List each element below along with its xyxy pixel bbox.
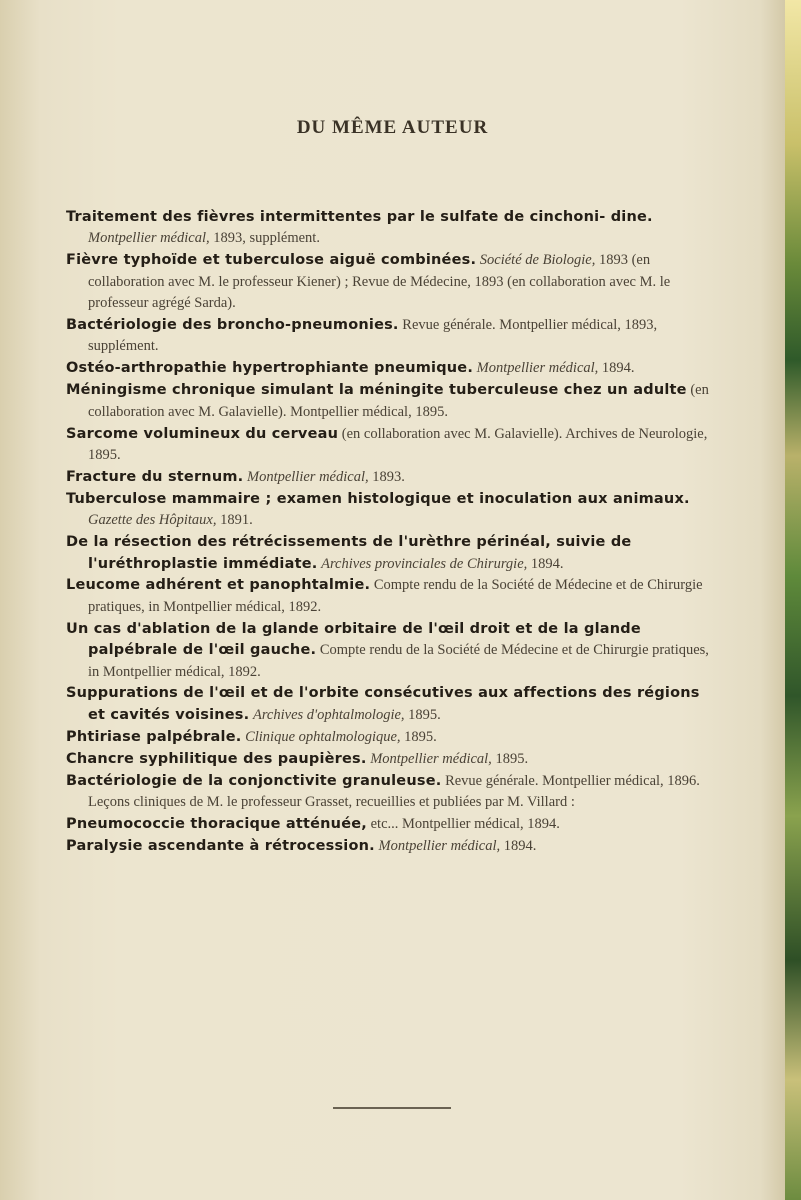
- entry-title: Chancre syphilitique des paupières.: [66, 750, 367, 767]
- entry-source: Montpellier médical,: [246, 468, 369, 485]
- publication-entry: [66, 207, 721, 250]
- publication-entry: [66, 315, 721, 358]
- publication-entry: [66, 380, 721, 423]
- entry-details: Compte rendu de la Société de Médecine et de Chirurgie pratiques, in Montpellier médical, 1892.: [88, 577, 703, 615]
- entry-title: De la résection des rétrécissements de l'urèthre périnéal, suivie de l'uréthroplastie immédiate.: [66, 534, 632, 572]
- entry-details: etc... Montpellier médical, 1894.: [370, 816, 560, 833]
- entry-source: Société de Biologie,: [479, 252, 596, 269]
- publication-entry: [66, 683, 721, 726]
- publication-entry: [66, 424, 721, 467]
- entry-details: Revue générale. Montpellier médical, 1896.: [445, 772, 700, 789]
- entry-details: 1895.: [408, 706, 441, 723]
- entry-details: 1891.: [220, 512, 253, 529]
- publication-entry: [66, 727, 721, 748]
- entry-source: Montpellier médical,: [476, 360, 599, 377]
- entry-title: Paralysie ascendante à rétrocession.: [66, 838, 375, 855]
- publication-entry: [66, 836, 721, 857]
- entry-details: 1895.: [404, 728, 437, 745]
- entry-title: Pneumococcie thoracique atténuée,: [66, 816, 367, 833]
- entry-title: Bactériologie de la conjonctivite granuleuse.: [66, 772, 442, 789]
- entry-title: Fièvre typhoïde et tuberculose aiguë combinées.: [66, 252, 477, 269]
- entry-source: Archives d'ophtalmologie,: [252, 706, 405, 723]
- entry-title: Suppurations de l'œil et de l'orbite consécutives aux affections des régions et cavités voisines.: [66, 685, 700, 723]
- closing-rule: [333, 1107, 451, 1109]
- page-edge: [785, 0, 801, 1200]
- publication-entry: [66, 575, 721, 618]
- entry-title: Traitement des fièvres intermittentes par le sulfate de cinchoni- dine.: [66, 209, 653, 225]
- publication-entry: [66, 619, 721, 683]
- publication-entry: [66, 250, 721, 314]
- publication-entry: [66, 467, 721, 488]
- entry-source: Gazette des Hôpitaux,: [88, 512, 217, 529]
- entry-details: Compte rendu de la Société de Médecine et de Chirurgie pratiques, in Montpellier médical, 1892.: [88, 642, 709, 680]
- publication-list: [66, 207, 721, 858]
- publication-entry: [66, 771, 721, 792]
- entry-details: (en collaboration avec M. Galavielle). Montpellier médical, 1895.: [88, 382, 709, 420]
- publication-entry: [66, 489, 721, 532]
- entry-title: Bactériologie des broncho-pneumonies.: [66, 317, 399, 334]
- entry-source: Montpellier médical,: [88, 230, 210, 247]
- entry-title: Un cas d'ablation de la glande orbitaire de l'œil droit et de la glande palpébrale de l'œil gauche.: [66, 620, 641, 659]
- entry-details: Revue générale. Montpellier médical, 1893, supplément.: [88, 317, 658, 355]
- entry-source: Archives provinciales de Chirurgie,: [321, 555, 528, 572]
- entry-title: Méningisme chronique simulant la méningite tuberculeuse chez un adulte: [66, 382, 687, 399]
- entry-title: Ostéo-arthropathie hypertrophiante pneumique.: [66, 360, 474, 377]
- entry-details: 1893.: [372, 468, 405, 485]
- entry-title: Tuberculose mammaire ; examen histologique et inoculation aux animaux.: [66, 490, 690, 507]
- page-heading: DU MÊME AUTEUR: [296, 117, 489, 138]
- publication-entry: [66, 814, 721, 835]
- entry-source: Clinique ophtalmologique,: [245, 728, 401, 745]
- entry-details: 1895.: [495, 750, 529, 767]
- entry-title: Leucome adhérent et panophtalmie.: [66, 577, 371, 594]
- entry-source: Montpellier médical,: [378, 838, 501, 855]
- entry-source: Montpellier médical,: [370, 750, 492, 767]
- publication-entry: [66, 749, 721, 770]
- publication-entry: [66, 358, 721, 379]
- entry-title: Fracture du sternum.: [66, 468, 244, 485]
- entry-details: 1893, supplément.: [213, 230, 320, 247]
- entry-details: 1893 (en collaboration avec M. le professeur Kiener) ; Revue de Médecine, 1893 (en collaboration avec M. le professeur agrégé Sarda).: [88, 252, 671, 312]
- entry-details: 1894.: [503, 838, 537, 855]
- entry-details: (en collaboration avec M. Galavielle). Archives de Neurologie, 1895.: [88, 425, 708, 463]
- entry-details: 1894.: [601, 360, 635, 377]
- entry-title: Sarcome volumineux du cerveau: [66, 425, 339, 442]
- publication-entry: [66, 532, 721, 575]
- entry-details: 1894.: [530, 555, 564, 572]
- lecture-note: Leçons cliniques de M. le professeur Grasset, recueillies et publiées par M. Villard :: [88, 794, 575, 811]
- entry-title: Phtiriase palpébrale.: [66, 728, 242, 745]
